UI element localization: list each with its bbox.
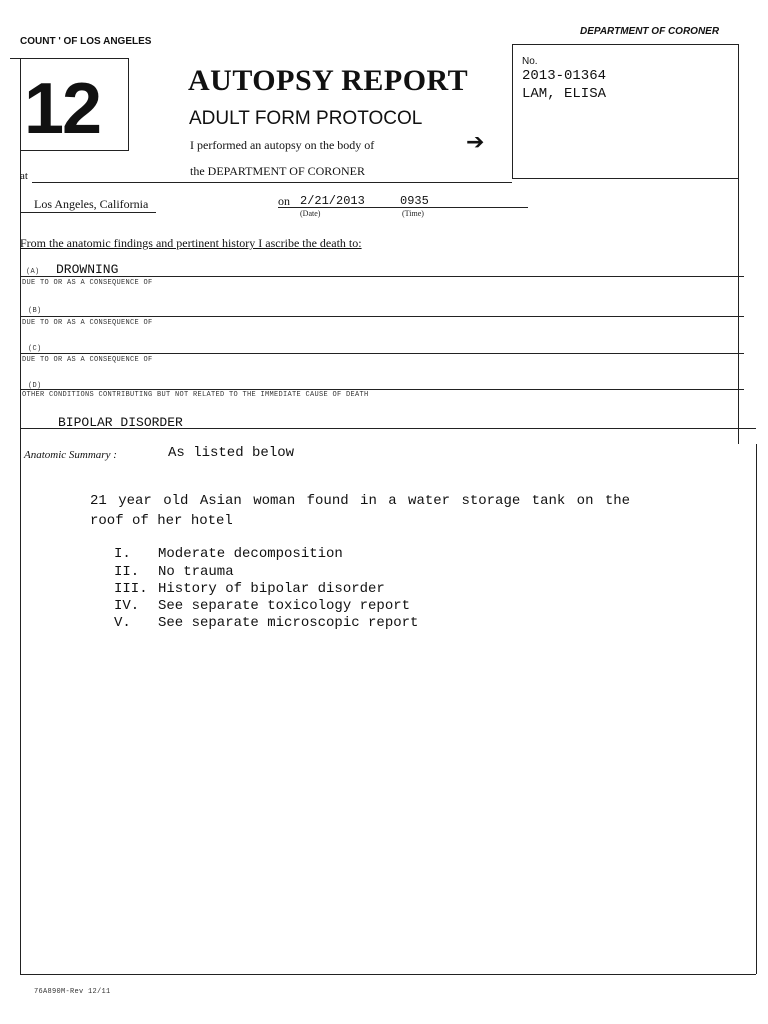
report-title: AUTOPSY REPORT [188, 64, 469, 97]
place-line [20, 212, 156, 213]
cause-b-label: (B) [28, 307, 42, 315]
list-item [114, 615, 418, 631]
department-header: DEPARTMENT OF CORONER [580, 26, 720, 37]
list-item-number: V. [114, 615, 131, 631]
list-item-text: See separate microscopic report [158, 615, 419, 631]
anatomic-summary-value: As listed below [168, 445, 295, 461]
frame-bottom [20, 974, 756, 975]
other-conditions-label: OTHER CONDITIONS CONTRIBUTING BUT NOT RELATED TO THE IMMEDIATE CAUSE OF DEATH [22, 391, 369, 399]
case-no-label: No. [522, 56, 538, 67]
list-item-number: IV. [114, 598, 140, 614]
consequence-a-label: DUE TO OR AS A CONSEQUENCE OF [22, 279, 153, 287]
list-item [114, 598, 410, 614]
case-box-bottom [512, 178, 738, 179]
summary-line-2: roof of her hotel [90, 513, 233, 529]
frame-right-lower [756, 444, 757, 974]
consequence-c-label: DUE TO OR AS A CONSEQUENCE OF [22, 356, 153, 364]
date-label: (Date) [300, 209, 321, 218]
list-item-text: Moderate decomposition [158, 546, 343, 562]
cause-d-label: (D) [28, 382, 42, 390]
time-label: (Time) [402, 209, 424, 218]
time-value: 0935 [400, 194, 429, 208]
case-number: 2013-01364 [522, 68, 607, 84]
report-subtitle: ADULT FORM PROTOCOL [189, 108, 423, 129]
date-line [278, 207, 528, 208]
list-item-text: See separate toxicology report [158, 598, 411, 614]
anatomic-summary-label: Anatomic Summary : [24, 449, 117, 461]
department-text: the DEPARTMENT OF CORONER [190, 164, 365, 178]
other-conditions-value: BIPOLAR DISORDER [58, 415, 183, 430]
list-item-number: II. [114, 564, 140, 580]
on-label: on [278, 194, 290, 208]
form-code: 76A890M-Rev 12/11 [34, 988, 111, 996]
consequence-b-label: DUE TO OR AS A CONSEQUENCE OF [22, 319, 153, 327]
cause-a-line [20, 276, 744, 277]
badge-number: 12 [24, 69, 101, 149]
frame-top-right [512, 44, 738, 45]
frame-right [738, 44, 739, 444]
cause-a-label: (A) [26, 268, 40, 276]
list-item [114, 546, 343, 562]
other-conditions-line [20, 428, 756, 429]
county-header: COUNT ' OF LOS ANGELES [20, 36, 152, 47]
cause-b-line [20, 316, 744, 317]
list-item-text: History of bipolar disorder [158, 581, 385, 597]
list-item [114, 581, 385, 597]
at-line [32, 182, 512, 183]
list-item [114, 564, 234, 580]
summary-line-1: 21 year old Asian woman found in a water storage tank on the [90, 493, 631, 509]
list-item-number: III. [114, 581, 148, 597]
cause-c-label: (C) [28, 345, 42, 353]
decedent-name: LAM, ELISA [522, 86, 607, 102]
performed-text: I performed an autopsy on the body of [190, 138, 375, 152]
cause-d-line [20, 389, 744, 390]
date-value: 2/21/2013 [300, 194, 365, 208]
frame-left [20, 58, 21, 974]
arrow-right-icon: ➔ [466, 130, 485, 155]
case-box-left [512, 44, 513, 178]
at-label: at [20, 170, 28, 182]
cause-c-line [20, 353, 744, 354]
place-value: Los Angeles, California [34, 197, 149, 211]
list-item-text: No trauma [158, 564, 234, 580]
cause-a-value: DROWNING [56, 262, 119, 277]
list-item-number: I. [114, 546, 131, 562]
cause-intro: From the anatomic findings and pertinent history I ascribe the death to: [20, 236, 362, 250]
